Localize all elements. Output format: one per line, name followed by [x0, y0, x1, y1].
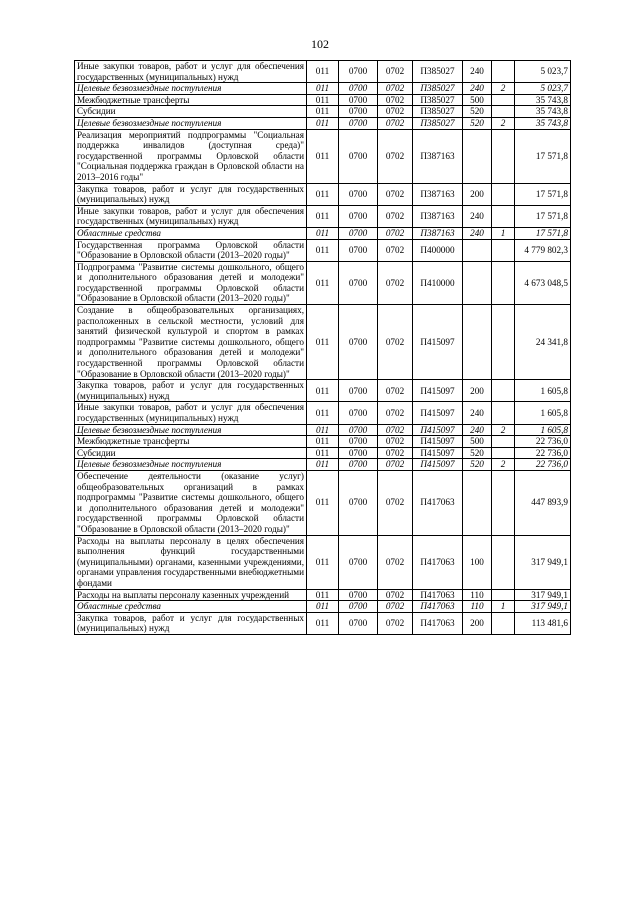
row-section-code: 0700: [339, 601, 378, 613]
row-target-article-code: П415097: [413, 424, 463, 436]
row-section-code: 0700: [339, 227, 378, 239]
row-name: Целевые безвозмездные поступления: [75, 424, 307, 436]
row-subsection-code: 0702: [378, 380, 413, 402]
row-expense-type-code: 100: [463, 535, 492, 589]
row-section-code: 0700: [339, 380, 378, 402]
row-expense-type-code: [463, 129, 492, 183]
row-funding-source-code: [492, 305, 515, 380]
row-section-code: 0700: [339, 83, 378, 95]
table-row: [75, 183, 571, 205]
row-expense-type-code: 240: [463, 61, 492, 83]
row-funding-source-code: [492, 589, 515, 601]
row-subsection-code: 0702: [378, 535, 413, 589]
table-row: [75, 261, 571, 304]
row-expense-type-code: 520: [463, 106, 492, 118]
row-amount: 1 605,8: [515, 402, 571, 424]
row-expense-type-code: [463, 261, 492, 304]
row-expense-type-code: 200: [463, 612, 492, 634]
row-target-article-code: П385027: [413, 61, 463, 83]
row-target-article-code: П387163: [413, 205, 463, 227]
row-section-code: 0700: [339, 129, 378, 183]
row-expense-type-code: 200: [463, 380, 492, 402]
row-funding-source-code: 2: [492, 424, 515, 436]
row-expense-type-code: 200: [463, 183, 492, 205]
row-target-article-code: П415097: [413, 380, 463, 402]
row-expense-type-code: 240: [463, 205, 492, 227]
row-target-article-code: П387163: [413, 183, 463, 205]
row-amount: 22 736,0: [515, 447, 571, 459]
row-target-article-code: П415097: [413, 447, 463, 459]
row-target-article-code: П400000: [413, 239, 463, 261]
row-grbs-code: 011: [307, 535, 339, 589]
row-name: Закупка товаров, работ и услуг для государственных (муниципальных) нужд: [75, 380, 307, 402]
row-funding-source-code: [492, 106, 515, 118]
row-target-article-code: П385027: [413, 83, 463, 95]
row-amount: 4 779 802,3: [515, 239, 571, 261]
row-funding-source-code: [492, 380, 515, 402]
row-expense-type-code: [463, 305, 492, 380]
row-name: Государственная программа Орловской области "Образование в Орловской области (2013–2020 годы)": [75, 239, 307, 261]
row-subsection-code: 0702: [378, 261, 413, 304]
row-grbs-code: 011: [307, 470, 339, 535]
row-grbs-code: 011: [307, 106, 339, 118]
row-target-article-code: П415097: [413, 305, 463, 380]
row-amount: 35 743,8: [515, 94, 571, 106]
row-name: Иные закупки товаров, работ и услуг для обеспечения государственных (муниципальных) нужд: [75, 61, 307, 83]
row-amount: 17 571,8: [515, 129, 571, 183]
table-row: [75, 612, 571, 634]
table-row: [75, 117, 571, 129]
row-target-article-code: П417063: [413, 535, 463, 589]
row-subsection-code: 0702: [378, 601, 413, 613]
row-funding-source-code: 1: [492, 227, 515, 239]
table-row: [75, 227, 571, 239]
row-name: Обеспечение деятельности (оказание услуг) общеобразовательных организаций в рамках подпрограммы "Развитие системы дошкольного, общего и дополнительного образования детей и молодежи" государственной программы Орловской области "Образование в Орловской области (2013–2020 годы)": [75, 470, 307, 535]
row-subsection-code: 0702: [378, 239, 413, 261]
row-name: Целевые безвозмездные поступления: [75, 83, 307, 95]
row-amount: 5 023,7: [515, 61, 571, 83]
row-subsection-code: 0702: [378, 205, 413, 227]
row-subsection-code: 0702: [378, 227, 413, 239]
row-expense-type-code: 500: [463, 436, 492, 448]
row-amount: 1 605,8: [515, 380, 571, 402]
row-subsection-code: 0702: [378, 83, 413, 95]
row-amount: 113 481,6: [515, 612, 571, 634]
row-grbs-code: 011: [307, 402, 339, 424]
row-amount: 22 736,0: [515, 436, 571, 448]
row-funding-source-code: [492, 239, 515, 261]
row-grbs-code: 011: [307, 459, 339, 471]
row-funding-source-code: [492, 612, 515, 634]
row-funding-source-code: 2: [492, 459, 515, 471]
table-row: [75, 129, 571, 183]
row-subsection-code: 0702: [378, 589, 413, 601]
row-amount: 317 949,1: [515, 601, 571, 613]
row-section-code: 0700: [339, 470, 378, 535]
row-amount: 17 571,8: [515, 183, 571, 205]
row-funding-source-code: [492, 436, 515, 448]
row-funding-source-code: [492, 183, 515, 205]
row-subsection-code: 0702: [378, 470, 413, 535]
row-name: Иные закупки товаров, работ и услуг для обеспечения государственных (муниципальных) нужд: [75, 205, 307, 227]
table-row: [75, 589, 571, 601]
row-subsection-code: 0702: [378, 459, 413, 471]
row-expense-type-code: 240: [463, 227, 492, 239]
row-expense-type-code: [463, 470, 492, 535]
row-expense-type-code: 520: [463, 447, 492, 459]
row-target-article-code: П417063: [413, 601, 463, 613]
row-section-code: 0700: [339, 535, 378, 589]
row-name: Областные средства: [75, 227, 307, 239]
row-subsection-code: 0702: [378, 424, 413, 436]
row-section-code: 0700: [339, 94, 378, 106]
row-expense-type-code: 240: [463, 424, 492, 436]
row-amount: 22 736,0: [515, 459, 571, 471]
row-subsection-code: 0702: [378, 402, 413, 424]
row-subsection-code: 0702: [378, 305, 413, 380]
row-section-code: 0700: [339, 61, 378, 83]
row-grbs-code: 011: [307, 261, 339, 304]
row-target-article-code: П385027: [413, 94, 463, 106]
row-subsection-code: 0702: [378, 183, 413, 205]
row-funding-source-code: 2: [492, 117, 515, 129]
table-row: [75, 61, 571, 83]
row-name: Субсидии: [75, 447, 307, 459]
row-funding-source-code: 2: [492, 83, 515, 95]
row-subsection-code: 0702: [378, 447, 413, 459]
table-row: [75, 424, 571, 436]
row-expense-type-code: 110: [463, 601, 492, 613]
row-section-code: 0700: [339, 424, 378, 436]
row-target-article-code: П415097: [413, 459, 463, 471]
row-name: Иные закупки товаров, работ и услуг для обеспечения государственных (муниципальных) нужд: [75, 402, 307, 424]
row-name: Закупка товаров, работ и услуг для государственных (муниципальных) нужд: [75, 183, 307, 205]
row-target-article-code: П387163: [413, 129, 463, 183]
row-amount: 35 743,8: [515, 117, 571, 129]
row-funding-source-code: [492, 205, 515, 227]
row-funding-source-code: [492, 94, 515, 106]
table-row: [75, 239, 571, 261]
row-expense-type-code: 500: [463, 94, 492, 106]
table-row: [75, 470, 571, 535]
row-grbs-code: 011: [307, 227, 339, 239]
row-expense-type-code: 520: [463, 117, 492, 129]
page-number: 102: [311, 37, 329, 51]
row-grbs-code: 011: [307, 424, 339, 436]
row-grbs-code: 011: [307, 380, 339, 402]
row-name: Расходы на выплаты персоналу казенных учреждений: [75, 589, 307, 601]
row-amount: 1 605,8: [515, 424, 571, 436]
row-subsection-code: 0702: [378, 106, 413, 118]
table-row: [75, 436, 571, 448]
row-subsection-code: 0702: [378, 117, 413, 129]
row-funding-source-code: [492, 61, 515, 83]
row-expense-type-code: 520: [463, 459, 492, 471]
row-expense-type-code: 110: [463, 589, 492, 601]
table-row: [75, 305, 571, 380]
row-grbs-code: 011: [307, 589, 339, 601]
row-grbs-code: 011: [307, 436, 339, 448]
row-grbs-code: 011: [307, 117, 339, 129]
row-section-code: 0700: [339, 305, 378, 380]
row-section-code: 0700: [339, 183, 378, 205]
row-section-code: 0700: [339, 447, 378, 459]
row-name: Межбюджетные трансферты: [75, 94, 307, 106]
table-row: [75, 205, 571, 227]
row-target-article-code: П385027: [413, 117, 463, 129]
row-funding-source-code: [492, 535, 515, 589]
row-target-article-code: П410000: [413, 261, 463, 304]
table-row: [75, 402, 571, 424]
row-amount: 17 571,8: [515, 205, 571, 227]
row-amount: 24 341,8: [515, 305, 571, 380]
table-row: [75, 106, 571, 118]
table-row: [75, 535, 571, 589]
row-subsection-code: 0702: [378, 94, 413, 106]
row-section-code: 0700: [339, 205, 378, 227]
row-name: Целевые безвозмездные поступления: [75, 459, 307, 471]
row-grbs-code: 011: [307, 94, 339, 106]
row-amount: 35 743,8: [515, 106, 571, 118]
row-grbs-code: 011: [307, 612, 339, 634]
row-subsection-code: 0702: [378, 612, 413, 634]
row-amount: 447 893,9: [515, 470, 571, 535]
row-subsection-code: 0702: [378, 436, 413, 448]
row-grbs-code: 011: [307, 205, 339, 227]
row-target-article-code: П415097: [413, 402, 463, 424]
row-grbs-code: 011: [307, 601, 339, 613]
row-subsection-code: 0702: [378, 129, 413, 183]
row-grbs-code: 011: [307, 83, 339, 95]
row-target-article-code: П385027: [413, 106, 463, 118]
row-target-article-code: П417063: [413, 589, 463, 601]
row-grbs-code: 011: [307, 239, 339, 261]
row-amount: 317 949,1: [515, 535, 571, 589]
row-funding-source-code: 1: [492, 601, 515, 613]
row-section-code: 0700: [339, 436, 378, 448]
row-name: Закупка товаров, работ и услуг для государственных (муниципальных) нужд: [75, 612, 307, 634]
budget-table: [74, 60, 571, 635]
row-grbs-code: 011: [307, 183, 339, 205]
row-target-article-code: П415097: [413, 436, 463, 448]
row-amount: 317 949,1: [515, 589, 571, 601]
row-amount: 17 571,8: [515, 227, 571, 239]
row-funding-source-code: [492, 470, 515, 535]
table-row: [75, 94, 571, 106]
row-funding-source-code: [492, 129, 515, 183]
row-expense-type-code: 240: [463, 83, 492, 95]
row-target-article-code: П417063: [413, 612, 463, 634]
row-amount: 4 673 048,5: [515, 261, 571, 304]
table-row: [75, 601, 571, 613]
row-grbs-code: 011: [307, 305, 339, 380]
row-section-code: 0700: [339, 106, 378, 118]
row-section-code: 0700: [339, 117, 378, 129]
row-grbs-code: 011: [307, 61, 339, 83]
row-target-article-code: П387163: [413, 227, 463, 239]
row-amount: 5 023,7: [515, 83, 571, 95]
row-name: Реализация мероприятий подпрограммы "Социальная поддержка инвалидов (доступная среда)" государственной программы Орловской области "Социальная поддержка граждан в Орловской области на 2013–2016 годы": [75, 129, 307, 183]
row-section-code: 0700: [339, 239, 378, 261]
table-row: [75, 380, 571, 402]
row-name: Подпрограмма "Развитие системы дошкольного, общего и дополнительного образования детей и молодежи" государственной программы Орловской области "Образование в Орловской области (2013–2020 годы)": [75, 261, 307, 304]
row-subsection-code: 0702: [378, 61, 413, 83]
row-section-code: 0700: [339, 402, 378, 424]
row-section-code: 0700: [339, 261, 378, 304]
row-funding-source-code: [492, 447, 515, 459]
table-row: [75, 447, 571, 459]
row-name: Областные средства: [75, 601, 307, 613]
row-target-article-code: П417063: [413, 470, 463, 535]
row-name: Расходы на выплаты персоналу в целях обеспечения выполнения функций государственными (муниципальными) органами, казенными учреждениями, органами управления государственными внебюджетными фондами: [75, 535, 307, 589]
row-expense-type-code: [463, 239, 492, 261]
row-funding-source-code: [492, 402, 515, 424]
row-grbs-code: 011: [307, 447, 339, 459]
row-expense-type-code: 240: [463, 402, 492, 424]
row-name: Субсидии: [75, 106, 307, 118]
row-section-code: 0700: [339, 589, 378, 601]
row-name: Создание в общеобразовательных организациях, расположенных в сельской местности, условий для занятий физической культурой и спортом в рамках подпрограммы "Развитие системы дошкольного, общего и дополнительного образования детей и молодежи" государственной программы Орловской области "Образование в Орловской области (2013–2020 годы)": [75, 305, 307, 380]
row-section-code: 0700: [339, 612, 378, 634]
row-name: Целевые безвозмездные поступления: [75, 117, 307, 129]
row-funding-source-code: [492, 261, 515, 304]
row-section-code: 0700: [339, 459, 378, 471]
row-name: Межбюджетные трансферты: [75, 436, 307, 448]
row-grbs-code: 011: [307, 129, 339, 183]
table-row: [75, 83, 571, 95]
table-row: [75, 459, 571, 471]
